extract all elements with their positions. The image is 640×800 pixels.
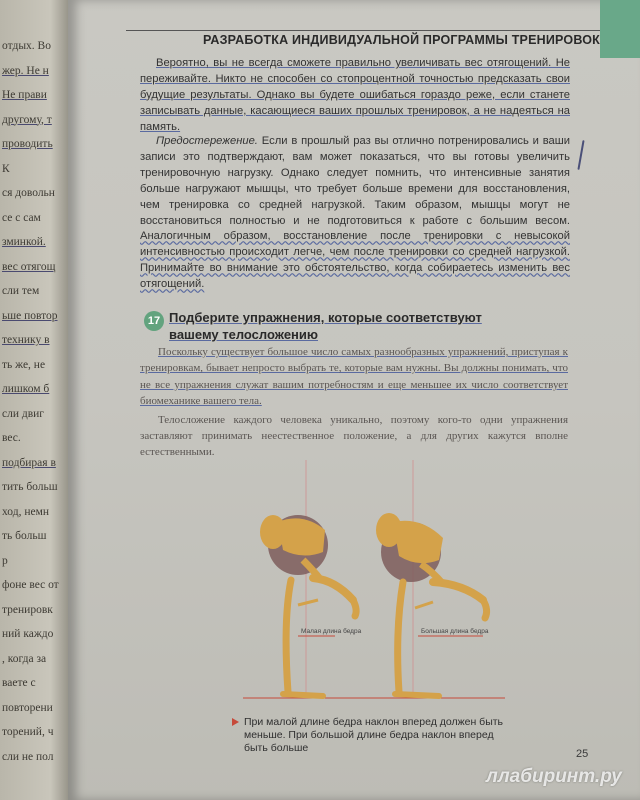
warning-paragraph (140, 134, 570, 293)
intro-paragraph (140, 56, 570, 136)
left-page-fragment: , когда за (2, 652, 47, 665)
section-body (140, 344, 568, 463)
foot-left (283, 694, 323, 696)
knee-right (483, 600, 487, 618)
left-page-fragment: ход, немн (2, 505, 50, 518)
skeleton-long-femur (376, 513, 487, 696)
femur-left (313, 578, 353, 600)
left-page-fragment: се с сам (2, 211, 41, 224)
section-title-text: Подберите упражнения, которые соответствуют вашему телосложению (169, 310, 482, 342)
left-page-fragment: ваете с (2, 677, 36, 689)
labyrinth-logo-icon: л (486, 766, 498, 787)
warning-text-a: Если в прошлый раз вы отлично потренировались и ваши записи это подтверждают, вам может показаться, что вы готовы увеличить тренировочную нагрузку. Однако следует помнить, что интенсивные занятия больше нагружают мышцы, что требует больше времени для восстановления, чем тренировка со средней нагрузкой. Таким образом, мышцы могут не восстановиться полностью и не подготовиться к работе с большим весом. (140, 135, 570, 227)
left-page-fragment: К (2, 162, 10, 175)
left-page-fragment: Не прави (2, 89, 47, 101)
left-page-fragment: ся довольн (2, 187, 55, 199)
section-paragraph-1: Поскольку существует большое число самых разнообразных упражнений, приступая к тренировкам, бывает непросто выбрать те, которые вам нужны. Вы должны понимать, что не все упражнения служат вашим потребностям и еще меньшее их число соответствует биомеханике вашего тела. (140, 346, 568, 408)
left-page-fragment: вес отягощ (2, 260, 56, 273)
left-page-fragment: проводить (2, 138, 53, 150)
left-page-fragment: технику в (2, 334, 50, 346)
left-page-fragment: отдых. Во (2, 40, 51, 52)
caption-text: При малой длине бедра наклон вперед должен быть меньше. При большой длине бедра наклон вперед быть больше (244, 716, 504, 754)
left-page-fragment: ть больш (2, 530, 47, 542)
femur-right (433, 582, 483, 600)
skeleton-illustration (243, 460, 508, 710)
label-short-femur: Малая длина бедра (301, 628, 362, 635)
left-page-fragment: зминкой. (2, 236, 46, 248)
book-page (68, 0, 640, 800)
section-title (169, 309, 499, 343)
figure-caption (244, 716, 514, 755)
left-page-fragment: ьше повтор (2, 309, 58, 322)
watermark-text: лабиринт.ру (497, 766, 622, 787)
pen-margin-mark (577, 140, 584, 170)
watermark (486, 766, 622, 788)
tibia-right (398, 582, 403, 692)
left-page-fragment: тренировк (2, 603, 53, 616)
left-page-fragment: повторени (2, 701, 53, 714)
knee-left (353, 600, 356, 616)
arm-left (298, 600, 318, 605)
left-page-fragment: подбирая в (2, 456, 56, 469)
section-number-badge: 17 (144, 311, 164, 331)
left-page-fragment: лишком б (2, 383, 50, 395)
left-page-fragment: сли тем (2, 285, 40, 297)
warning-text-b: Аналогичным образом, восстановление после тренировки с невысокой интенсивностью происходит легче, чем после тренировки со средней нагрузкой. Принимайте во внимание это обстоятельство, когда собираетесь изменить вес отягощений. (140, 230, 570, 291)
ribcage-right (393, 521, 443, 563)
left-page-fragment: ний каждо (2, 628, 54, 640)
left-page-fragment: сли двиг (2, 407, 45, 420)
foot-right (395, 694, 439, 696)
left-page-fragment: жер. Не н (2, 64, 49, 77)
tibia-left (286, 580, 291, 692)
previous-page-edge (0, 0, 72, 800)
chapter-tab (600, 0, 640, 58)
left-page-fragment: р (2, 554, 8, 567)
page-number: 25 (576, 748, 589, 760)
label-long-femur: Большая длина бедра (421, 628, 489, 635)
caption-arrow-icon (232, 718, 239, 726)
running-header: РАЗРАБОТКА ИНДИВИДУАЛЬНОЙ ПРОГРАММЫ ТРЕНИРОВОК (202, 33, 600, 47)
skeleton-short-femur (260, 515, 356, 696)
left-page-fragment: вес. (2, 432, 21, 444)
arm-right (415, 602, 433, 608)
left-page-fragment: ть же, не (2, 358, 46, 371)
intro-text: Вероятно, вы не всегда сможете правильно увеличивать вес отягощений. Не переживайте. Никто не способен со стопроцентной точностью предсказать свои будущие результаты. Однако вы будете ошибаться гораздо реже, если станете записывать данные, касающиеся ваших прошлых тренировок, а не надеяться на память. (140, 57, 570, 133)
left-page-fragment: торений, ч (2, 726, 54, 738)
left-page-fragment: другому, т (2, 113, 52, 126)
section-paragraph-2: Телосложение каждого человека уникально, поэтому кого-то одни упражнения заставляют принимать неестественное положение, а для других кажутся вполне естественными. (140, 413, 568, 459)
left-page-fragment: тить больш (2, 481, 58, 493)
header-rule (126, 30, 600, 31)
left-page-fragment: сли не пол (2, 750, 54, 763)
warning-lead: Предостережение. (156, 135, 258, 147)
left-page-fragment: фоне вес от (2, 579, 59, 591)
squat-skeleton-figure (243, 460, 508, 710)
